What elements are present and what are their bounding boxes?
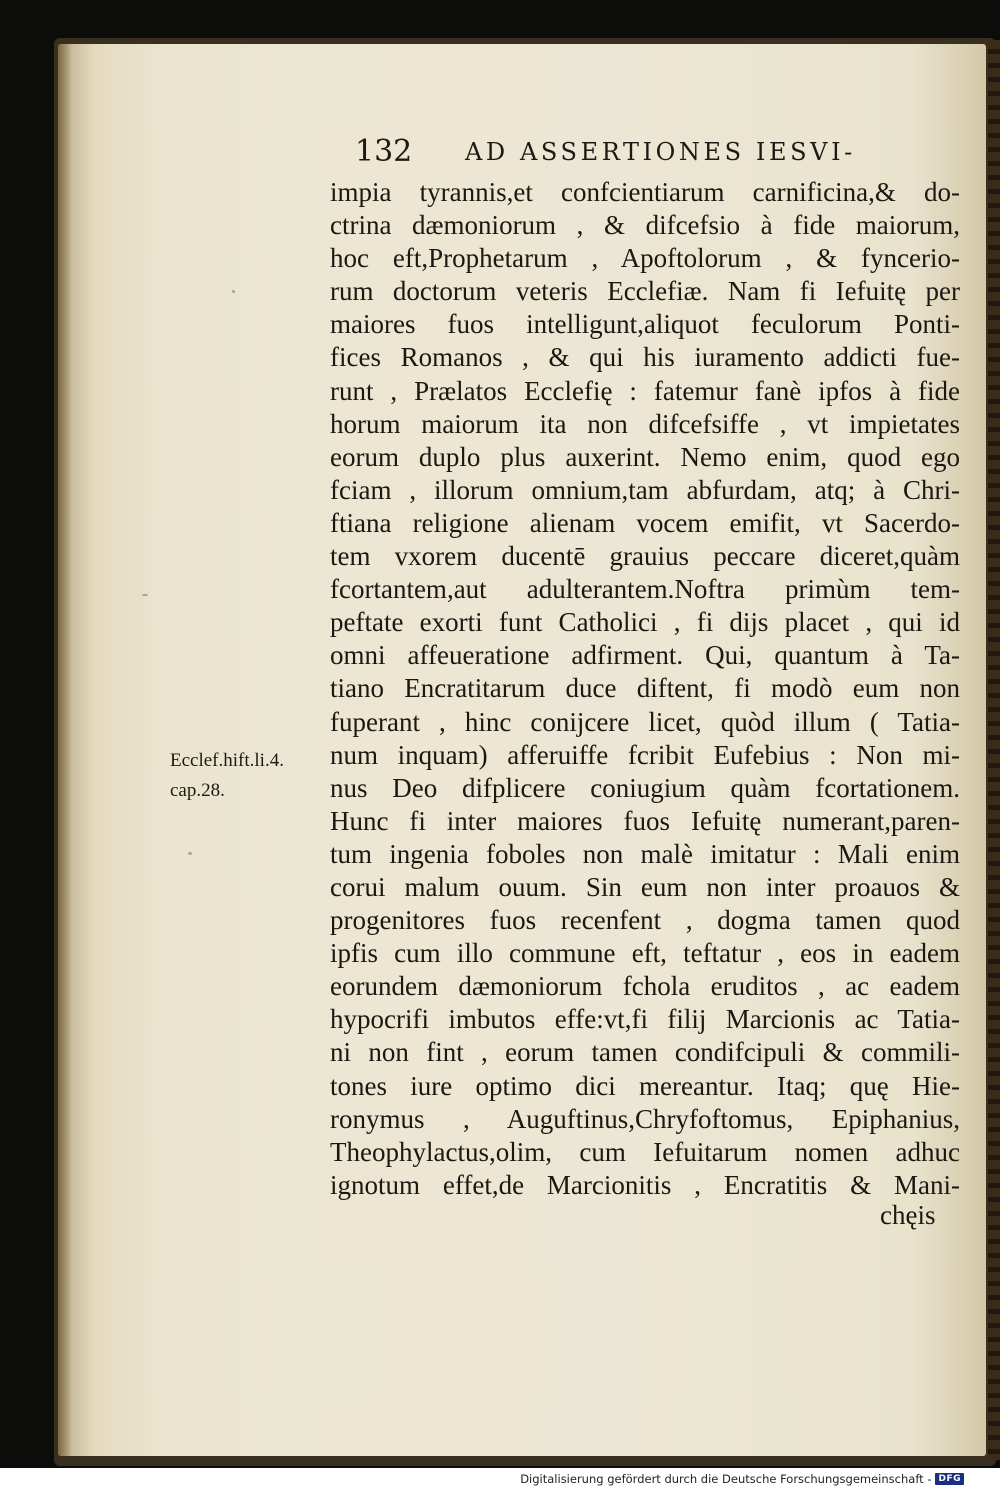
text-line: ipfis cum illo commune eft, teftatur , eos in eadem <box>330 938 960 969</box>
text-line: num inquam) afferuiffe fcribit Eufebius : Non mi- <box>330 739 960 770</box>
marginal-note <box>170 746 330 806</box>
text-line: tem vxorem ducentē grauius peccare diceret,quàm <box>330 541 960 572</box>
paper-speck <box>232 290 235 293</box>
text-line: fciam , illorum omnium,tam abfurdam, atq; à Chri- <box>330 474 960 505</box>
text-line: runt , Prælatos Ecclefię : fatemur fanè ipfos à fide <box>330 375 960 406</box>
text-line: eorum duplo plus auxerint. Nemo enim, quod ego <box>330 441 960 472</box>
dfg-logo: DFG <box>935 1473 964 1485</box>
text-line: ignotum effet,de Marcionitis , Encratitis & Mani- <box>330 1169 960 1200</box>
marginal-note-line: cap.28. <box>170 780 225 801</box>
text-line: tiano Encratitarum duce diftent, fi modò eum non <box>330 673 960 704</box>
text-line: impia tyrannis,et confcientiarum carnificina,& do- <box>330 177 960 207</box>
catchword: chęis <box>880 1200 936 1230</box>
text-line: fuperant , hinc conijcere licet, quòd illum ( Tatia- <box>330 706 960 737</box>
text-line: horum maiorum ita non difcefsiffe , vt impietates <box>330 408 960 439</box>
text-line: rum doctorum veteris Ecclefiæ. Nam fi Iefuitę per <box>330 276 960 307</box>
marginal-note-line: Ecclef.hift.li.4. <box>170 750 284 771</box>
text-line: Theophylactus,olim, cum Iefuitarum nomen adhuc <box>330 1136 960 1167</box>
digitization-credit <box>520 1472 964 1486</box>
text-line: hypocrifi imbutos effe:vt,fi filij Marcionis ac Tatia- <box>330 1004 960 1035</box>
text-line: omni affeueratione adfirment. Qui, quantum à Ta- <box>330 640 960 671</box>
text-line: ni non fint , eorum tamen condifcipuli & commili- <box>330 1037 960 1068</box>
text-line: Hunc fi inter maiores fuos Iefuitę numerant,paren- <box>330 805 960 836</box>
text-line: ronymus , Auguftinus,Chryfoftomus, Epiphanius, <box>330 1103 960 1134</box>
text-line: tum ingenia foboles non malè imitatur : Mali enim <box>330 838 960 869</box>
text-line: peftate exorti funt Catholici , fi dijs placet , qui id <box>330 607 960 638</box>
text-line: fcortantem,aut adulterantem.Noftra primùm tem- <box>330 574 960 605</box>
paper-speck <box>188 852 192 855</box>
text-line: progenitores fuos recenfent , dogma tamen quod <box>330 905 960 936</box>
text-line: nus Deo difplicere coniugium quàm fcortationem. <box>330 772 960 803</box>
text-line: corui malum ouum. Sin eum non inter proauos & <box>330 871 960 902</box>
text-line: eorundem dæmoniorum fchola eruditos , ac eadem <box>330 971 960 1002</box>
text-line: tones iure optimo dici mereantur. Itaq; quę Hie- <box>330 1070 960 1101</box>
page-number: 132 <box>355 134 413 169</box>
credit-text: Digitalisierung gefördert durch die Deutsche Forschungsgemeinschaft - <box>520 1472 932 1486</box>
page-header <box>355 128 955 172</box>
text-line: hoc eft,Prophetarum , Apoftolorum , & fyncerio- <box>330 243 960 274</box>
text-line: ftiana religione alienam vocem emifit, vt Sacerdo- <box>330 507 960 538</box>
book-edge <box>988 40 1000 1460</box>
text-line: ctrina dæmoniorum , & difcefsio à fide maiorum, <box>330 210 960 241</box>
text-line: maiores fuos intelligunt,aliquot feculorum Ponti- <box>330 309 960 340</box>
body-text <box>330 176 960 1202</box>
text-line: fices Romanos , & qui his iuramento addicti fue- <box>330 342 960 373</box>
running-head: AD ASSERTIONES IESVI- <box>465 138 856 166</box>
paper-speck <box>142 594 148 596</box>
